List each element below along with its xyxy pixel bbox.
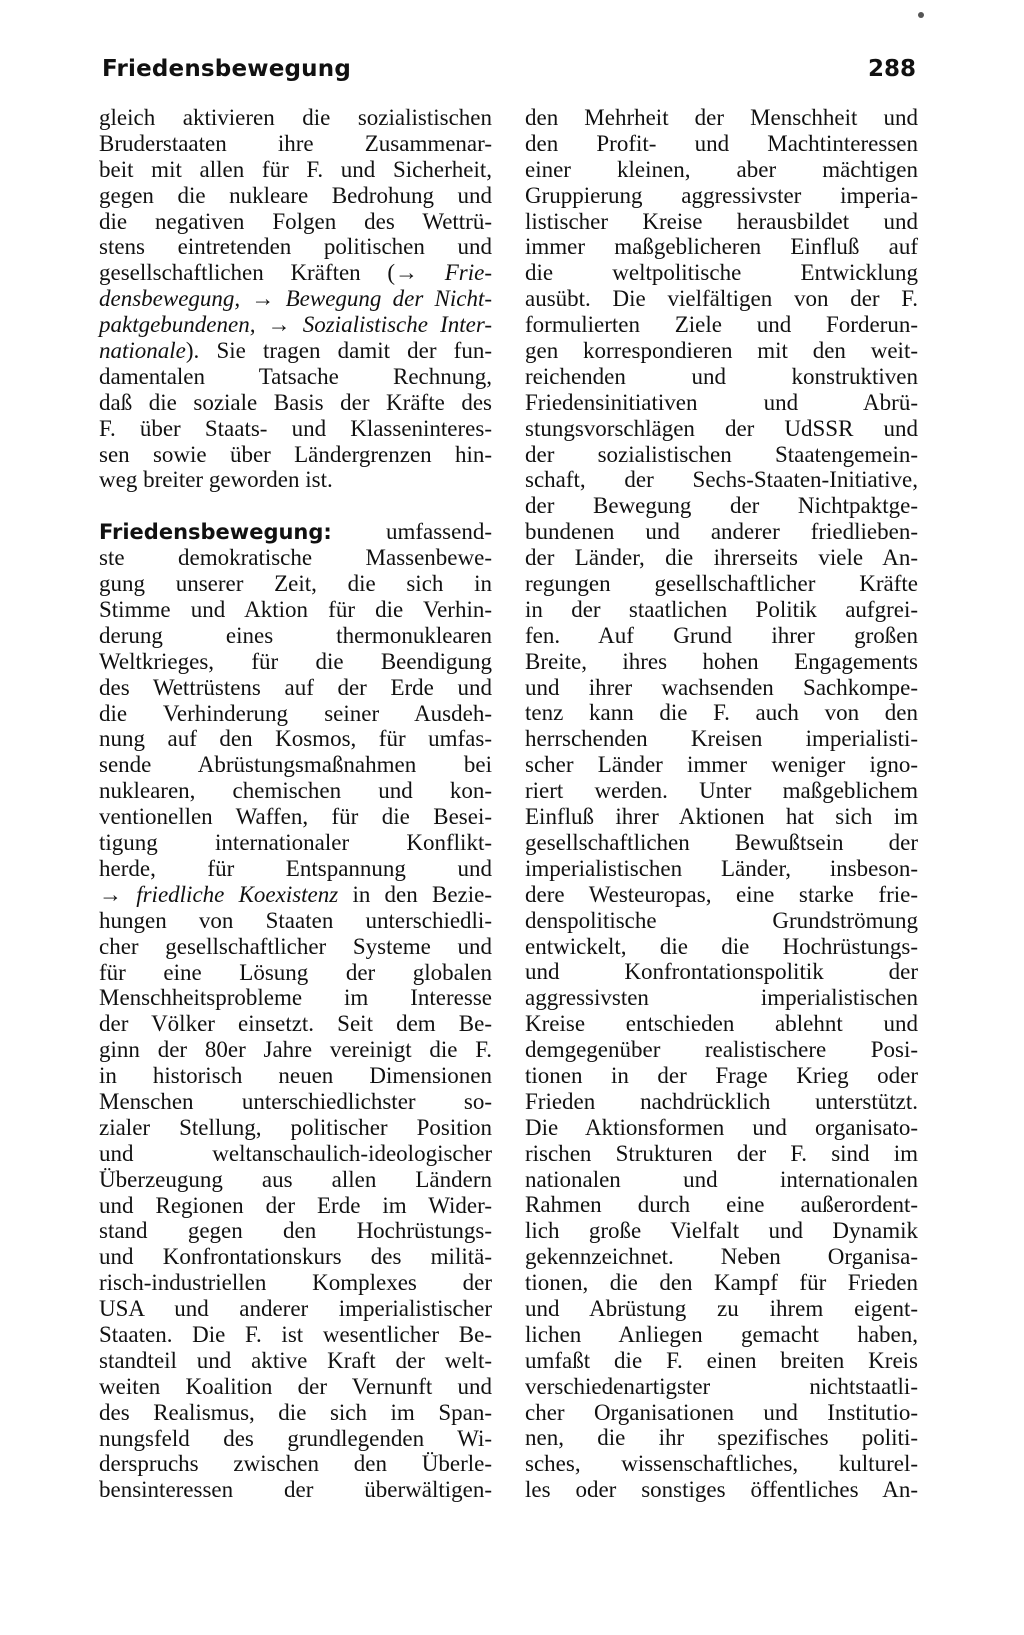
text-line: der Bewegung der Nichtpaktge- xyxy=(525,493,918,519)
text-line: des Realismus, die sich im Span- xyxy=(99,1399,492,1425)
text-line: ventionellen Waffen, für die Besei- xyxy=(99,804,492,830)
text-line: USA und anderer imperialistischer xyxy=(99,1296,492,1322)
text-line: gung unserer Zeit, die sich in xyxy=(99,571,492,597)
text-line: → friedliche Koexistenz in den Bezie- xyxy=(99,881,492,907)
text-line: ginn der 80er Jahre vereinigt die F. xyxy=(99,1037,492,1063)
text-line: verschiedenartigster nichtstaatli- xyxy=(525,1373,918,1399)
paragraph-continuation xyxy=(99,105,492,493)
text-line: zialer Stellung, politischer Position xyxy=(99,1114,492,1140)
text-line: tigung internationaler Konflikt- xyxy=(99,830,492,856)
text-line: nungsfeld des grundlegenden Wi- xyxy=(99,1425,492,1451)
text-line: Staaten. Die F. ist wesentlicher Be- xyxy=(99,1321,492,1347)
text-line: tionen in der Frage Krieg oder xyxy=(525,1062,918,1088)
text-line: nationale). Sie tragen damit der fun- xyxy=(99,338,492,364)
text-line: damentalen Tatsache Rechnung, xyxy=(99,363,492,389)
text-line: Einfluß ihrer Aktionen hat sich im xyxy=(525,804,918,830)
text-line: gegen die nukleare Bedrohung und xyxy=(99,182,492,208)
text-line: stens eintretenden politischen und xyxy=(99,234,492,260)
text-line: nen, die ihr spezifisches politi- xyxy=(525,1425,918,1451)
text-line: gekennzeichnet. Neben Organisa- xyxy=(525,1244,918,1270)
text-line: nationalen und internationalen xyxy=(525,1166,918,1192)
text-line: dere Westeuropas, eine starke frie- xyxy=(525,881,918,907)
text-line: nuklearen, chemischen und kon- xyxy=(99,778,492,804)
text-line: tionen, die den Kampf für Frieden xyxy=(525,1270,918,1296)
text-line: der Völker einsetzt. Seit dem Be- xyxy=(99,1011,492,1037)
text-line: die weltpolitische Entwicklung xyxy=(525,260,918,286)
text-line: den Mehrheit der Menschheit und xyxy=(525,105,918,130)
text-line: derspruchs zwischen den Überle- xyxy=(99,1451,492,1477)
page-number: 288 xyxy=(867,56,916,82)
text-line: daß die soziale Basis der Kräfte des xyxy=(99,389,492,415)
text-line: herrschenden Kreisen imperialisti- xyxy=(525,726,918,752)
text-line: bensinteressen der überwältigen- xyxy=(99,1477,492,1503)
text-line: und ihrer wachsenden Sachkompe- xyxy=(525,674,918,700)
text-line: die negativen Folgen des Wettrü- xyxy=(99,208,492,234)
scan-speck xyxy=(918,12,924,18)
text-line: nung auf den Kosmos, für umfas- xyxy=(99,726,492,752)
text-line: weg breiter geworden ist. xyxy=(99,467,333,493)
text-line: Friedensinitiativen und Abrü- xyxy=(525,389,918,415)
text-line: schaft, der Sechs-Staaten-Initiative, xyxy=(525,467,918,493)
page-header xyxy=(102,56,916,90)
text-line: fen. Auf Grund ihrer großen xyxy=(525,622,918,648)
text-line: gen korrespondieren mit den weit- xyxy=(525,338,918,364)
headword: Friedensbewegung: xyxy=(99,520,332,545)
text-line: risch-industriellen Komplexes der xyxy=(99,1270,492,1296)
text-line: Weltkrieges, für die Beendigung xyxy=(99,648,492,674)
text-line: ausübt. Die vielfältigen von der F. xyxy=(525,286,918,312)
text-line: den Profit- und Machtinteressen xyxy=(525,130,918,156)
text-line: Die Aktionsformen und organisato- xyxy=(525,1114,918,1140)
text-line: formulierten Ziele und Forderun- xyxy=(525,312,918,338)
text-line: gesellschaftlichen Kräften (→ Frie- xyxy=(99,260,492,286)
text-line: lichen Anliegen gemacht haben, xyxy=(525,1321,918,1347)
text-line: F. über Staats- und Klasseninteres- xyxy=(99,415,492,441)
entry-friedensbewegung xyxy=(99,519,492,1503)
text-line: rischen Strukturen der F. sind im xyxy=(525,1140,918,1166)
text-line: in historisch neuen Dimensionen xyxy=(99,1063,492,1089)
text-line: gleich aktivieren die sozialistischen xyxy=(99,105,492,130)
text-line: aggressivsten imperialistischen xyxy=(525,985,918,1011)
text-line: einer kleinen, aber mächtigen xyxy=(525,156,918,182)
text-line: stungsvorschlägen der UdSSR und xyxy=(525,415,918,441)
text-line: für eine Lösung der globalen xyxy=(99,959,492,985)
text-line: Breite, ihres hohen Engagements xyxy=(525,648,918,674)
text-line: und weltanschaulich-ideologischer xyxy=(99,1140,492,1166)
text-line: tenz kann die F. auch von den xyxy=(525,700,918,726)
left-column xyxy=(99,105,492,1503)
text-line: Gruppierung aggressivster imperia- xyxy=(525,182,918,208)
text-line: herde, für Entspannung und xyxy=(99,855,492,881)
text-line: cher gesellschaftlicher Systeme und xyxy=(99,933,492,959)
text-line: Stimme und Aktion für die Verhin- xyxy=(99,597,492,623)
text-line: scher Länder immer weniger igno- xyxy=(525,752,918,778)
text-line: demgegenüber realistischere Posi- xyxy=(525,1037,918,1063)
text-line: regungen gesellschaftlicher Kräfte xyxy=(525,571,918,597)
text-line: lich große Vielfalt und Dynamik xyxy=(525,1218,918,1244)
text-line: bundenen und anderer friedlieben- xyxy=(525,519,918,545)
text-line: die Verhinderung seiner Ausdeh- xyxy=(99,700,492,726)
text-line: sches, wissenschaftliches, kulturel- xyxy=(525,1451,918,1477)
text-line: gesellschaftlichen Bewußtsein der xyxy=(525,829,918,855)
text-line: standteil und aktive Kraft der welt- xyxy=(99,1347,492,1373)
text-line: Menschheitsprobleme im Interesse xyxy=(99,985,492,1011)
text-fragment: umfassend- xyxy=(385,519,492,545)
text-line: der Länder, die ihrerseits viele An- xyxy=(525,545,918,571)
text-line: riert werden. Unter maßgeblichem xyxy=(525,778,918,804)
right-column xyxy=(525,105,918,1503)
text-line: des Wettrüstens auf der Erde und xyxy=(99,674,492,700)
text-line: und Konfrontationskurs des militä- xyxy=(99,1244,492,1270)
text-line: weiten Koalition der Vernunft und xyxy=(99,1373,492,1399)
text-line: cher Organisationen und Institutio- xyxy=(525,1399,918,1425)
text-line: entwickelt, die die Hochrüstungs- xyxy=(525,933,918,959)
text-line: Kreise entschieden ablehnt und xyxy=(525,1011,918,1037)
text-line: denspolitische Grundströmung xyxy=(525,907,918,933)
text-line: Menschen unterschiedlichster so- xyxy=(99,1088,492,1114)
text-line: und Abrüstung zu ihrem eigent- xyxy=(525,1295,918,1321)
text-line: stand gegen den Hochrüstungs- xyxy=(99,1218,492,1244)
text-line: sen sowie über Ländergrenzen hin- xyxy=(99,441,492,467)
text-line: reichenden und konstruktiven xyxy=(525,363,918,389)
running-head: Friedensbewegung xyxy=(102,56,351,82)
text-line-italic: paktgebundenen, → Sozialistische Inter- xyxy=(99,312,492,338)
text-line: Frieden nachdrücklich unterstützt. xyxy=(525,1088,918,1114)
text-line: beit mit allen für F. und Sicherheit, xyxy=(99,156,492,182)
text-line: les oder sonstiges öffentliches An- xyxy=(525,1477,918,1503)
text-line: immer maßgeblicheren Einfluß auf xyxy=(525,234,918,260)
text-line: der sozialistischen Staatengemein- xyxy=(525,441,918,467)
text-line: derung eines thermonuklearen xyxy=(99,622,492,648)
text-line: in der staatlichen Politik aufgrei- xyxy=(525,596,918,622)
text-line: imperialistischen Länder, insbeson- xyxy=(525,855,918,881)
text-line: Bruderstaaten ihre Zusammenar- xyxy=(99,130,492,156)
text-line: umfaßt die F. einen breiten Kreis xyxy=(525,1347,918,1373)
text-line: Rahmen durch eine außerordent- xyxy=(525,1192,918,1218)
text-line: und Regionen der Erde im Wider- xyxy=(99,1192,492,1218)
text-line: Überzeugung aus allen Ländern xyxy=(99,1166,492,1192)
text-line: sende Abrüstungsmaßnahmen bei xyxy=(99,752,492,778)
text-line: ste demokratische Massenbewe- xyxy=(99,545,492,571)
text-line-italic: densbewegung, → Bewegung der Nicht- xyxy=(99,286,492,312)
text-line: listischer Kreise herausbildet und xyxy=(525,208,918,234)
text-line: hungen von Staaten unterschiedli- xyxy=(99,907,492,933)
entry-first-line xyxy=(99,519,492,545)
paragraph-gap xyxy=(99,493,492,519)
text-line: und Konfrontationspolitik der xyxy=(525,959,918,985)
